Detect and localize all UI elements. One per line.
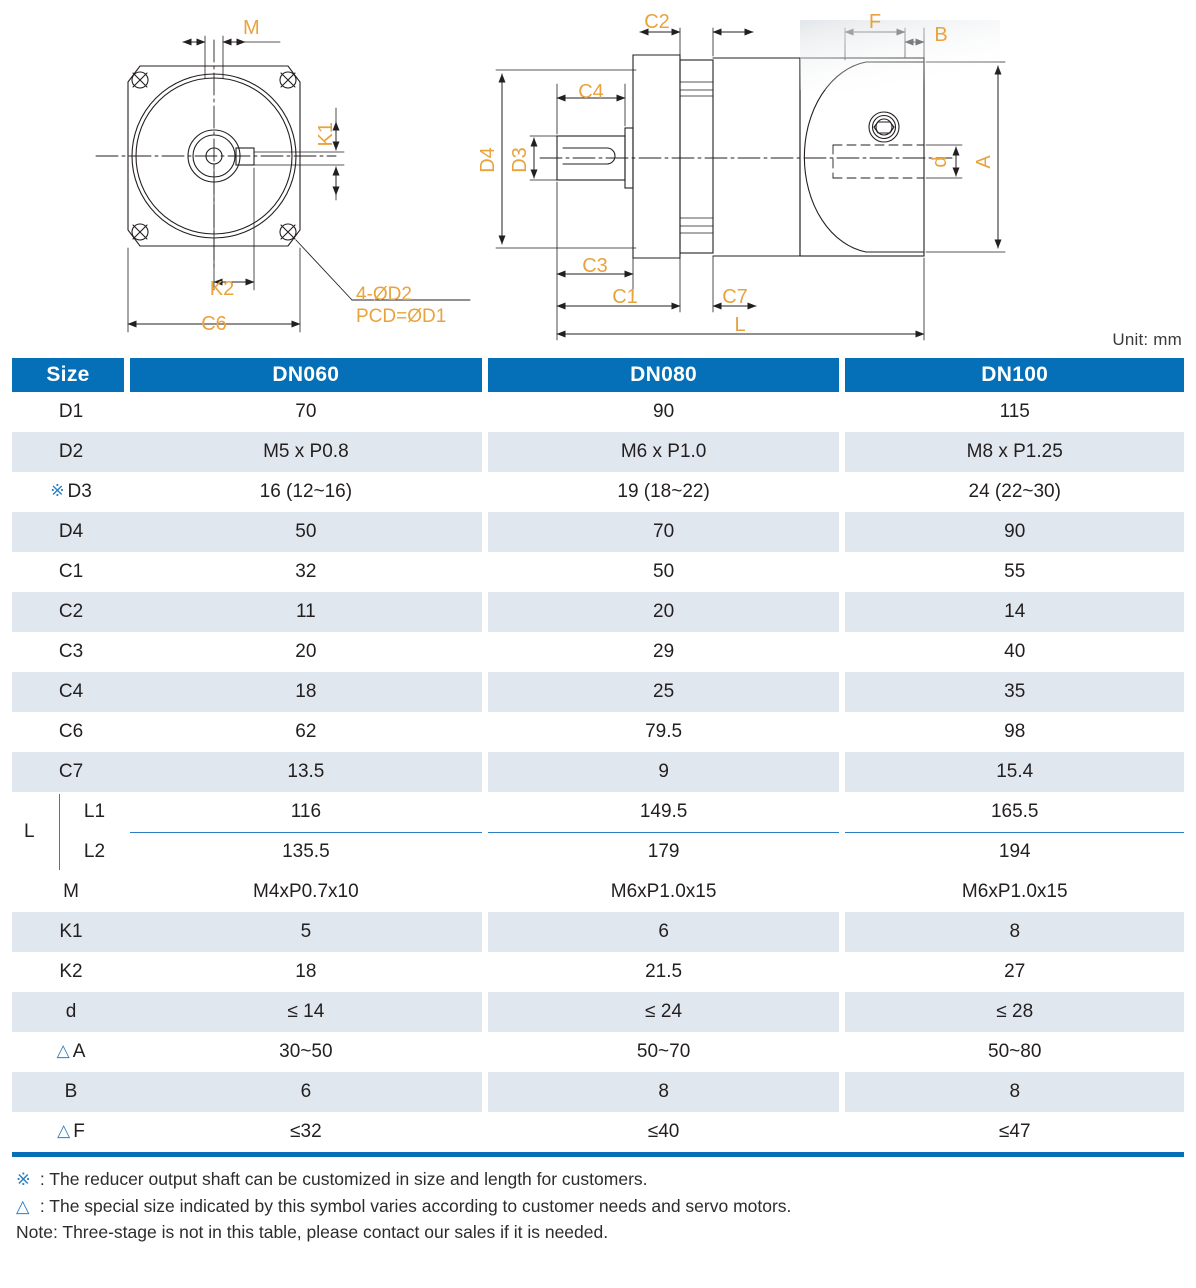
- table-row: [12, 752, 1184, 792]
- table-row: [12, 952, 1184, 992]
- row-label-f: △ F: [57, 1121, 85, 1142]
- dim-label-C7: C7: [722, 286, 748, 308]
- drawing-svg: [0, 0, 1196, 358]
- header-dn060: DN060: [130, 358, 488, 392]
- dim-label-C3: C3: [582, 255, 608, 277]
- table-header-row: [12, 358, 1184, 392]
- cell-l-dn060: [130, 792, 488, 872]
- cell-k1-dn060: 5: [130, 912, 488, 952]
- callout-line-2: PCD=ØD1: [356, 306, 447, 327]
- header-dn080: DN080: [488, 358, 846, 392]
- row-label-l: [12, 792, 130, 872]
- row-label-c7: C7: [12, 752, 130, 792]
- cell-c1-dn080: 50: [488, 552, 846, 592]
- table-row: [12, 472, 1184, 512]
- cell-c2-dn080: 20: [488, 592, 846, 632]
- dim-label-A: A: [973, 155, 995, 169]
- cell-k2-dn060: 18: [130, 952, 488, 992]
- cell-c4-dn100: 35: [845, 672, 1184, 712]
- cell-c6-dn100: 98: [1004, 721, 1026, 742]
- dim-label-D4: D4: [477, 147, 499, 173]
- table-body: [12, 392, 1184, 1152]
- cell-d-dn100: ≤ 28: [845, 992, 1184, 1032]
- cell-d1-dn060: 70: [130, 392, 488, 432]
- cell-c6-dn080: 79.5: [488, 712, 846, 752]
- table-row-l-group: [12, 792, 1184, 872]
- row-label-m: M: [63, 881, 79, 902]
- cell-k1-dn100: 8: [845, 912, 1184, 952]
- table-row: [12, 872, 1184, 912]
- dim-label-C4: C4: [578, 81, 604, 103]
- table-row: [12, 1072, 1184, 1112]
- dim-label-d: d: [929, 156, 951, 168]
- cell-d2-dn100: M8 x P1.25: [845, 432, 1184, 472]
- table-row: [12, 1112, 1184, 1152]
- cell-d2-dn080: M6 x P1.0: [488, 432, 846, 472]
- triangle-symbol-icon: △: [57, 1121, 71, 1140]
- cell-b-dn080: 8: [488, 1072, 846, 1112]
- cell-f-dn100: ≤47: [998, 1121, 1031, 1142]
- cell-d-dn060: ≤ 14: [130, 992, 488, 1032]
- row-label-k1: K1: [12, 912, 130, 952]
- cell-l1-dn060: 116: [290, 801, 322, 822]
- cell-c1-dn100: 55: [1004, 561, 1026, 582]
- dim-label-C2: C2: [644, 11, 670, 33]
- cell-m-dn060: M4xP0.7x10: [130, 872, 488, 912]
- dim-label-C1: C1: [612, 286, 638, 308]
- asterisk-symbol-icon: ※: [50, 481, 65, 500]
- cell-m-dn100: M6xP1.0x15: [961, 881, 1068, 902]
- cell-l1-dn100: 165.5: [990, 801, 1039, 822]
- cell-c7-dn080: 9: [488, 752, 846, 792]
- dim-label-L: L: [734, 314, 746, 336]
- dim-label-K1: K1: [315, 122, 337, 147]
- footnote-3: Note: Three-stage is not in this table, please contact our sales if it is needed.: [16, 1222, 609, 1243]
- cell-d4-dn080: 70: [488, 512, 846, 552]
- cell-d3-dn100: 24 (22~30): [968, 481, 1061, 502]
- row-label-k2: K2: [59, 961, 83, 982]
- dim-label-C6: C6: [201, 313, 227, 335]
- dim-label-K2: K2: [209, 278, 235, 300]
- cell-d4-dn060: 50: [130, 512, 488, 552]
- cell-d1-dn080: 90: [488, 392, 846, 432]
- table-row: [12, 672, 1184, 712]
- specification-table: [12, 358, 1184, 1152]
- cell-f-dn080: ≤40: [488, 1112, 846, 1152]
- cell-c2-dn060: 11: [130, 592, 488, 632]
- cell-l2-dn100: 194: [998, 841, 1031, 862]
- cell-d3-dn060: 16 (12~16): [130, 472, 488, 512]
- cell-d3-dn080: 19 (18~22): [488, 472, 846, 512]
- row-label-d4: D4: [12, 512, 130, 552]
- header-size: Size: [12, 358, 130, 392]
- cell-b-dn100: 8: [845, 1072, 1184, 1112]
- row-label-c3: C3: [58, 641, 84, 662]
- triangle-symbol-icon: △: [56, 1041, 70, 1060]
- cell-d2-dn060: M5 x P0.8: [130, 432, 488, 472]
- dim-label-B: B: [934, 24, 948, 46]
- row-label-b: B: [12, 1072, 130, 1112]
- cell-c3-dn060: 20: [130, 632, 488, 672]
- row-label-d: d: [12, 992, 130, 1032]
- cell-c4-dn080: 25: [488, 672, 846, 712]
- footnote-triangle-icon: △: [16, 1195, 30, 1216]
- row-label-d2: D2: [12, 432, 130, 472]
- callout-line-1: 4-ØD2: [356, 284, 412, 305]
- cell-a-dn080: 50~70: [488, 1032, 846, 1072]
- cell-k2-dn080: 21.5: [488, 952, 846, 992]
- cell-a-dn060: 30~50: [130, 1032, 488, 1072]
- cell-l2-dn080: 179: [647, 841, 680, 862]
- cell-c6-dn060: 62: [130, 712, 488, 752]
- cell-c2-dn100: 14: [845, 592, 1184, 632]
- cell-d4-dn100: 90: [845, 512, 1184, 552]
- dim-label-D3: D3: [509, 147, 531, 173]
- table-row: [12, 592, 1184, 632]
- table-row: [12, 912, 1184, 952]
- cell-m-dn080: M6xP1.0x15: [488, 872, 846, 912]
- cell-f-dn060: ≤32: [130, 1112, 488, 1152]
- cell-k2-dn100: 27: [1004, 961, 1026, 982]
- footnote-1: ※ : The reducer output shaft can be customized in size and length for customers.: [16, 1166, 1196, 1193]
- cell-c7-dn100: 15.4: [845, 752, 1184, 792]
- row-label-a: △ A: [56, 1041, 86, 1062]
- cell-l-dn080: [488, 792, 846, 872]
- table-row: [12, 632, 1184, 672]
- cell-c4-dn060: 18: [130, 672, 488, 712]
- table-bottom-rule: [12, 1152, 1184, 1157]
- cell-l1-dn080: 149.5: [639, 801, 688, 822]
- row-label-d3: ※ D3: [50, 481, 92, 502]
- l-group-label: L: [24, 821, 35, 842]
- row-label-c2: C2: [12, 592, 130, 632]
- table-row: [12, 432, 1184, 472]
- row-label-l2: L2: [83, 841, 106, 862]
- technical-drawings: [0, 0, 1196, 358]
- footnote-2: △ : The special size indicated by this symbol varies according to customer needs and servo motors.: [16, 1193, 1196, 1220]
- footnote-asterisk-icon: ※: [16, 1169, 31, 1189]
- row-label-l1: L1: [83, 801, 106, 822]
- row-label-c1: C1: [58, 561, 84, 582]
- row-label-c4: C4: [12, 672, 130, 712]
- dim-label-F: F: [868, 11, 882, 33]
- cell-l-dn100: [845, 792, 1184, 872]
- table-row: [12, 992, 1184, 1032]
- cell-a-dn100: 50~80: [988, 1041, 1042, 1062]
- cell-c3-dn080: 29: [488, 632, 846, 672]
- cell-b-dn060: 6: [130, 1072, 488, 1112]
- row-label-c6: C6: [58, 721, 84, 742]
- footnotes: [16, 1166, 1196, 1246]
- table-row: [12, 552, 1184, 592]
- cell-c3-dn100: 40: [1004, 641, 1026, 662]
- dim-label-M: M: [243, 17, 260, 39]
- table-row: [12, 392, 1184, 432]
- cell-c7-dn060: 13.5: [130, 752, 488, 792]
- cell-k1-dn080: 6: [488, 912, 846, 952]
- cell-d1-dn100: 115: [999, 401, 1030, 422]
- cell-d-dn080: ≤ 24: [488, 992, 846, 1032]
- table-row: [12, 712, 1184, 752]
- cell-c1-dn060: 32: [130, 552, 488, 592]
- row-label-d1: D1: [58, 401, 84, 422]
- table-row: [12, 1032, 1184, 1072]
- cell-l2-dn060: 135.5: [282, 841, 330, 862]
- table-row: [12, 512, 1184, 552]
- header-dn100: DN100: [845, 358, 1184, 392]
- unit-label: Unit: mm: [1112, 330, 1182, 349]
